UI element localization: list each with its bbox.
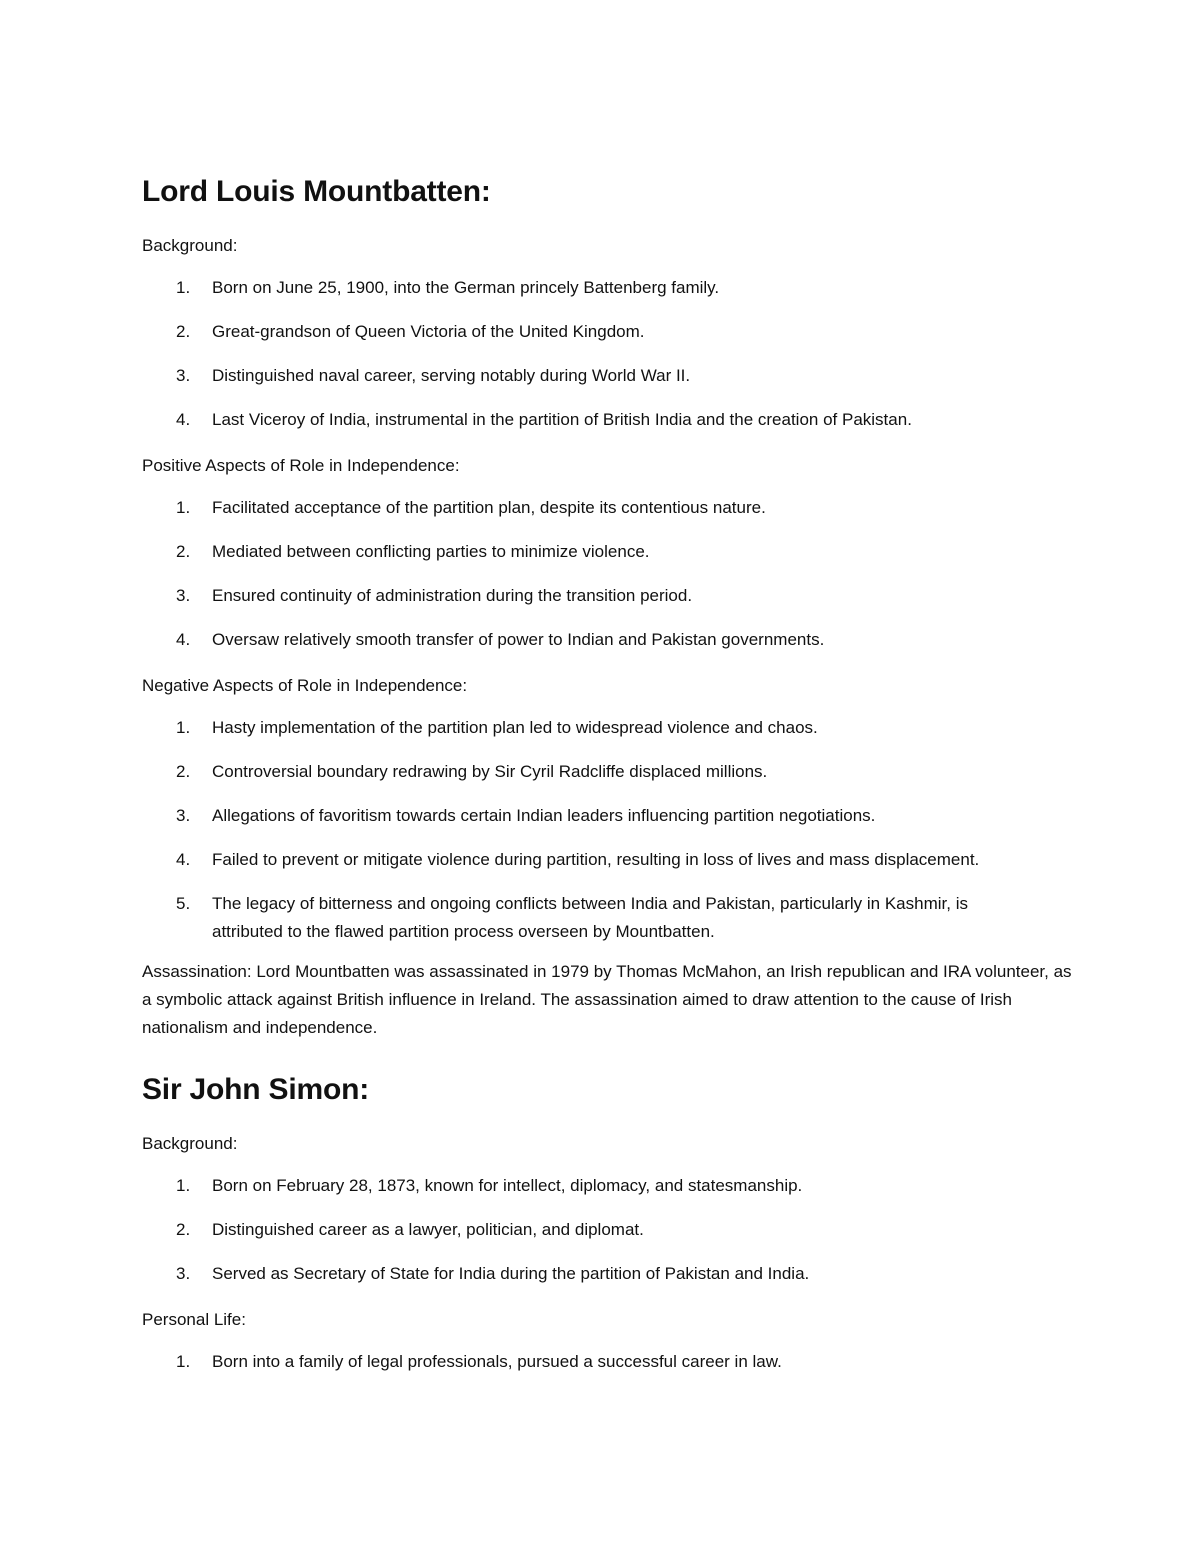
positive-aspects-label: Positive Aspects of Role in Independence:	[142, 456, 460, 475]
list-item-text: Distinguished naval career, serving notably during World War II.	[212, 366, 691, 385]
positive-aspects-list	[142, 478, 1072, 654]
list-item-text: Distinguished career as a lawyer, politician, and diplomat.	[212, 1220, 644, 1239]
list-item-number: 4.	[176, 410, 191, 429]
list-item	[142, 742, 1072, 786]
mountbatten-section	[142, 170, 1072, 1042]
list-item-text: Last Viceroy of India, instrumental in the partition of British India and the creation of Pakistan.	[212, 410, 912, 429]
background-list	[142, 258, 1072, 434]
list-item-number: 4.	[176, 630, 191, 649]
list-item	[142, 874, 1072, 946]
list-item-number: 2.	[176, 1220, 191, 1239]
section-heading: Lord Louis Mountbatten:	[142, 175, 491, 208]
assassination-paragraph: Assassination: Lord Mountbatten was assassinated in 1979 by Thomas McMahon, an Irish republican and IRA volunteer, as a symbolic attack against British influence in Ireland. The assassination aimed to draw attention to the cause of Irish nationalism and independence.	[142, 962, 1072, 1037]
list-item-number: 1.	[176, 498, 191, 517]
list-item-text: Facilitated acceptance of the partition plan, despite its contentious nature.	[212, 498, 766, 517]
list-item	[142, 258, 1072, 302]
list-item-text: Born into a family of legal professionals, pursued a successful career in law.	[212, 1352, 782, 1371]
list-item-text: Great-grandson of Queen Victoria of the United Kingdom.	[212, 322, 645, 341]
list-item-text: Mediated between conflicting parties to minimize violence.	[212, 542, 650, 561]
list-item-number: 1.	[176, 278, 191, 297]
list-item-number: 3.	[176, 586, 191, 605]
list-item	[142, 478, 1072, 522]
list-item-text: Controversial boundary redrawing by Sir Cyril Radcliffe displaced millions.	[212, 762, 768, 781]
list-item	[142, 830, 1072, 874]
list-item-text: Allegations of favoritism towards certain Indian leaders influencing partition negotiations.	[212, 806, 876, 825]
list-item-number: 3.	[176, 366, 191, 385]
list-item	[142, 522, 1072, 566]
negative-aspects-list	[142, 698, 1072, 946]
list-item-text: Ensured continuity of administration during the transition period.	[212, 586, 693, 605]
list-item-text: Failed to prevent or mitigate violence during partition, resulting in loss of lives and mass displacement.	[212, 850, 980, 869]
list-item-number: 5.	[176, 894, 191, 913]
list-item	[142, 786, 1072, 830]
list-item-text: Oversaw relatively smooth transfer of power to Indian and Pakistan governments.	[212, 630, 825, 649]
document-page	[142, 170, 1072, 1376]
background-list	[142, 1156, 1072, 1288]
list-item-number: 1.	[176, 1352, 191, 1371]
list-item-number: 3.	[176, 806, 191, 825]
list-item-number: 2.	[176, 542, 191, 561]
list-item-number: 2.	[176, 322, 191, 341]
list-item-number: 3.	[176, 1264, 191, 1283]
background-label: Background:	[142, 236, 238, 255]
list-item-number: 4.	[176, 850, 191, 869]
list-item	[142, 390, 1072, 434]
list-item	[142, 346, 1072, 390]
list-item-number: 1.	[176, 1176, 191, 1195]
list-item-text: Born on June 25, 1900, into the German princely Battenberg family.	[212, 278, 720, 297]
list-item	[142, 1200, 1072, 1244]
section-heading: Sir John Simon:	[142, 1073, 370, 1106]
list-item-text: Served as Secretary of State for India during the partition of Pakistan and India.	[212, 1264, 810, 1283]
list-item	[142, 1332, 1072, 1376]
personal-life-label: Personal Life:	[142, 1310, 246, 1329]
list-item	[142, 1244, 1072, 1288]
simon-section	[142, 1068, 1072, 1376]
negative-aspects-label: Negative Aspects of Role in Independence:	[142, 676, 468, 695]
list-item	[142, 1156, 1072, 1200]
list-item	[142, 698, 1072, 742]
list-item-number: 2.	[176, 762, 191, 781]
list-item-number: 1.	[176, 718, 191, 737]
list-item	[142, 302, 1072, 346]
list-item	[142, 566, 1072, 610]
list-item	[142, 610, 1072, 654]
personal-life-list	[142, 1332, 1072, 1376]
list-item-text: Hasty implementation of the partition plan led to widespread violence and chaos.	[212, 718, 818, 737]
background-label: Background:	[142, 1134, 238, 1153]
list-item-text: The legacy of bitterness and ongoing conflicts between India and Pakistan, particularly in Kashmir, is attributed to the flawed partition process overseen by Mountbatten.	[212, 894, 968, 941]
list-item-text: Born on February 28, 1873, known for intellect, diplomacy, and statesmanship.	[212, 1176, 803, 1195]
